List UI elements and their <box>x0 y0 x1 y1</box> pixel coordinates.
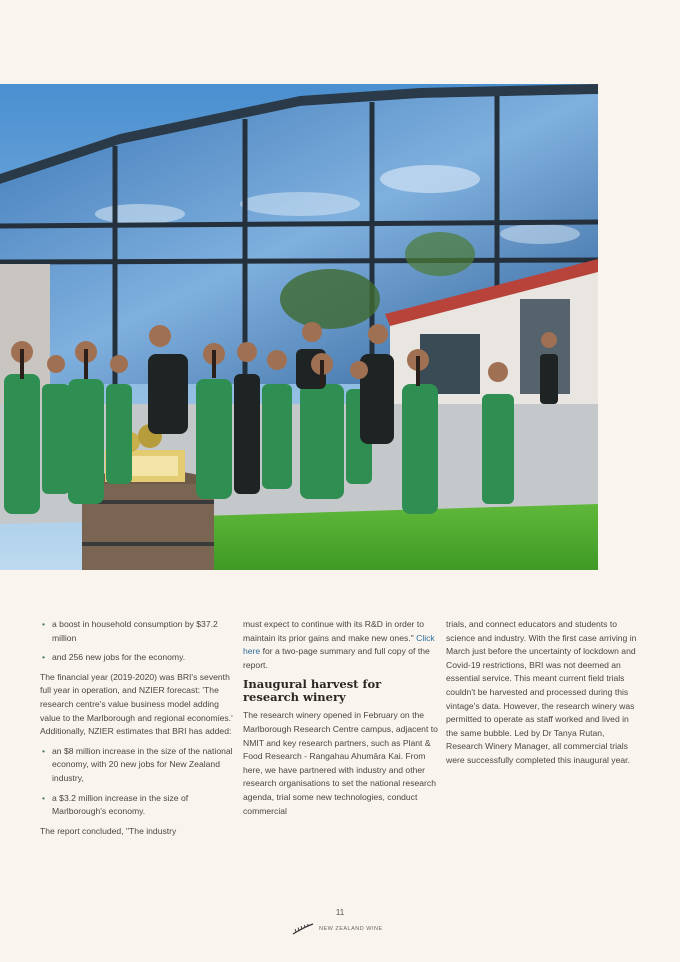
footer-logo <box>292 923 383 935</box>
hero-photo <box>0 84 598 570</box>
list-item: • a boost in household consumption by $37.2 million <box>40 618 236 645</box>
body-paragraph: The report concluded, "The industry <box>40 825 177 836</box>
text-column-2 <box>243 618 439 824</box>
text-span: for a two-page summary and full copy of the report. <box>243 646 430 670</box>
list-item: • and 256 new jobs for the economy. <box>40 651 236 665</box>
text-column-3 <box>446 618 642 774</box>
body-paragraph: trials, and connect educators and students to science and industry. With the first case arriving in March just before the uncertainty of lockdown and Covid-19 restrictions, BRI was not deemed an essential service. This meant current field trials couldn't be harvested and processed during this vintage's data. However, the research winery was permitted to operate as staff worked and lived in the same bubble. Led by Dr Tanya Rutan, Research Winery Manager, all commercial trials were successfully completed this inaugural year. <box>446 619 637 765</box>
photo-of-performers-in-green-dresses-outside-glass-building <box>0 84 598 570</box>
body-paragraph: The research winery opened in February on the Marlborough Research Centre campus, adjacent to NMIT and key research partners, such as Plant & Food Research - Rangahau Ahumāra Kai. From here, we have partnered with industry and other research organisations to set the national research agenda, trial some new technologies, conduct commercial <box>243 710 438 816</box>
page-number: 11 <box>335 908 345 917</box>
report-link[interactable]: Click here <box>243 632 435 657</box>
text-span: must expect to continue with its R&D in order to maintain its prior gains and make new ones." <box>243 619 425 643</box>
list-item: • a $3.2 million increase in the size of Marlborough's economy. <box>40 792 236 819</box>
list-item: • an $8 million increase in the size of the national economy, with 20 new jobs for New Zealand industry, <box>40 745 236 786</box>
body-paragraph: The financial year (2019-2020) was BRI's seventh full year in operation, and NZIER forecast: 'The research centre's value business model adding value to the Marlborough and regional economies.' Additionally, NZIER estimates that BRI has added: <box>40 671 233 737</box>
text-column-1 <box>40 618 236 844</box>
fern-logo-icon <box>292 923 314 935</box>
body-paragraph <box>243 618 439 672</box>
brand-name: NEW ZEALAND WINE <box>319 926 383 932</box>
section-heading: Inaugural harvest for research winery <box>243 677 382 705</box>
